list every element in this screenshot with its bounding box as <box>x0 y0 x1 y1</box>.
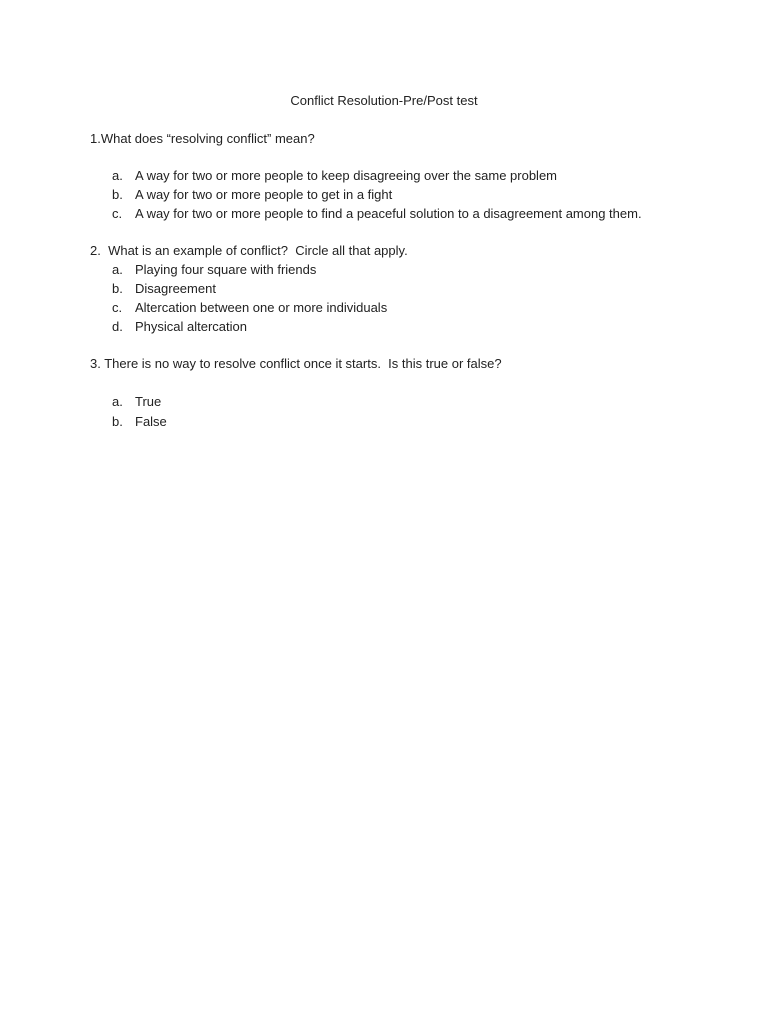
document-title: Conflict Resolution-Pre/Post test <box>290 93 478 108</box>
option-letter: b. <box>112 414 123 429</box>
option-letter: b. <box>112 281 123 296</box>
option-text: False <box>135 414 167 429</box>
option-letter: b. <box>112 187 123 202</box>
option-text: A way for two or more people to keep disagreeing over the same problem <box>135 168 558 183</box>
option-text: Disagreement <box>135 281 216 296</box>
question-1-text: 1.What does “resolving conflict” mean? <box>90 131 315 146</box>
question-1-option-b <box>112 187 642 206</box>
question-1-options <box>112 168 642 225</box>
option-text: A way for two or more people to find a peaceful solution to a disagreement among them. <box>135 206 642 221</box>
option-text: A way for two or more people to get in a fight <box>135 187 393 202</box>
question-3-text: 3. There is no way to resolve conflict once it starts. Is this true or false? <box>90 356 502 371</box>
option-letter: c. <box>112 206 123 221</box>
question-3-option-b <box>112 414 167 434</box>
question-2-option-a <box>112 262 387 281</box>
question-3-option-a <box>112 394 167 414</box>
option-text: Playing four square with friends <box>135 262 317 277</box>
question-2-option-c <box>112 300 387 319</box>
option-text: Altercation between one or more individuals <box>135 300 388 315</box>
question-2-option-d <box>112 319 387 338</box>
option-letter: d. <box>112 319 123 334</box>
question-2-text: 2. What is an example of conflict? Circle all that apply. <box>90 243 408 258</box>
option-text: Physical altercation <box>135 319 247 334</box>
question-1-option-c <box>112 206 642 225</box>
question-2-option-b <box>112 281 387 300</box>
option-letter: a. <box>112 168 123 183</box>
option-letter: a. <box>112 262 123 277</box>
question-3-options <box>112 394 167 434</box>
question-2-options <box>112 262 387 338</box>
option-letter: c. <box>112 300 123 315</box>
option-letter: a. <box>112 394 123 409</box>
option-text: True <box>135 394 162 409</box>
question-1-option-a <box>112 168 642 187</box>
